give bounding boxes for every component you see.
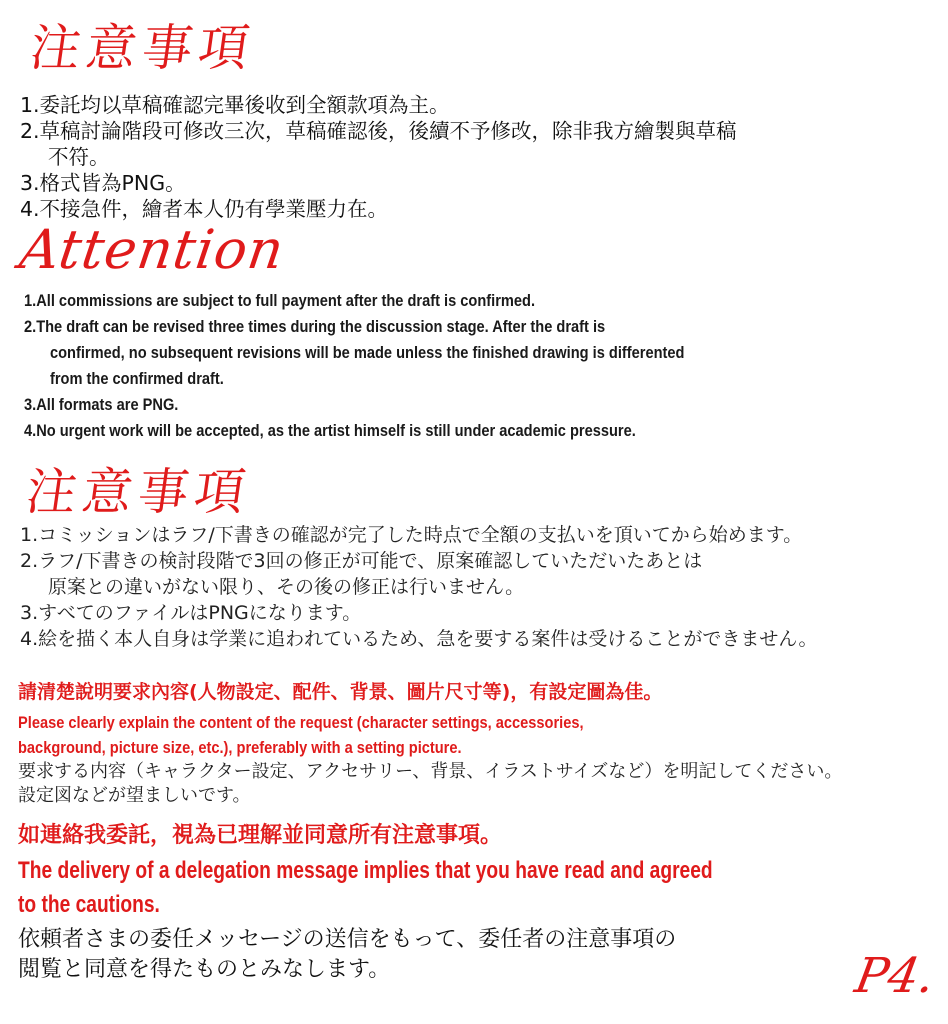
- agreement-note-jp-1: 依頼者さまの委任メッセージの送信をもって、委任者の注意事項の: [18, 927, 677, 952]
- request-note-en-1: Please clearly explain the content of the request (character settings, accessories,: [18, 713, 584, 732]
- request-note-zh: 請清楚說明要求內容(人物設定、配件、背景、圖片尺寸等)，有設定圖為佳。: [18, 681, 663, 703]
- agreement-note-zh: 如連絡我委託，視為已理解並同意所有注意事項。: [18, 823, 503, 848]
- list-item-cn-2-cont: 不符。: [48, 145, 110, 169]
- list-item-en-2-cont-a: confirmed, no subsequent revisions will be made unless the finished drawing is differented: [50, 343, 685, 362]
- list-item-en-4: 4.No urgent work will be accepted, as the artist himself is still under academic pressure.: [24, 421, 636, 440]
- list-item-cn-3: 3.格式皆為PNG。: [20, 171, 186, 195]
- agreement-note-en-2: to the cautions.: [18, 891, 160, 918]
- list-item-cn-1: 1.委託均以草稿確認完畢後收到全額款項為主。: [20, 93, 450, 117]
- page-number: P4.: [850, 948, 939, 1004]
- list-item-jp-3: 3.すべてのファイルはPNGになります。: [20, 602, 362, 624]
- request-note-en-2: background, picture size, etc.), preferably with a setting picture.: [18, 738, 462, 757]
- heading-japanese: 注意事項: [22, 463, 255, 521]
- list-item-jp-2: 2.ラフ/下書きの検討段階で3回の修正が可能で、原案確認していただいたあとは: [20, 550, 703, 572]
- heading-chinese: 注意事項: [26, 19, 259, 77]
- list-item-jp-1: 1.コミッションはラフ/下書きの確認が完了した時点で全額の支払いを頂いてから始めます。: [20, 524, 803, 546]
- list-item-en-3: 3.All formats are PNG.: [24, 395, 179, 414]
- list-item-cn-2: 2.草稿討論階段可修改三次，草稿確認後，後續不予修改，除非我方繪製與草稿: [20, 119, 737, 143]
- agreement-note-jp-2: 閲覧と同意を得たものとみなします。: [18, 957, 391, 982]
- agreement-note-en-1: The delivery of a delegation message implies that you have read and agreed: [18, 857, 713, 884]
- request-note-jp-2: 設定図などが望ましいです。: [18, 785, 251, 806]
- list-item-en-1: 1.All commissions are subject to full payment after the draft is confirmed.: [24, 291, 536, 310]
- heading-english: Attention: [16, 218, 289, 281]
- list-item-jp-4: 4.絵を描く本人自身は学業に追われているため、急を要する案件は受けることができません。: [20, 628, 818, 650]
- list-item-en-2: 2.The draft can be revised three times during the discussion stage. After the draft is: [24, 317, 606, 336]
- request-note-jp-1: 要求する内容（キャラクター設定、アクセサリー、背景、イラストサイズなど）を明記してください。: [18, 761, 843, 782]
- list-item-jp-2-cont: 原案との違いがない限り、その後の修正は行いません。: [48, 576, 525, 598]
- list-item-en-2-cont-b: from the confirmed draft.: [50, 369, 224, 388]
- list-item-cn-4: 4.不接急件，繪者本人仍有學業壓力在。: [20, 197, 389, 221]
